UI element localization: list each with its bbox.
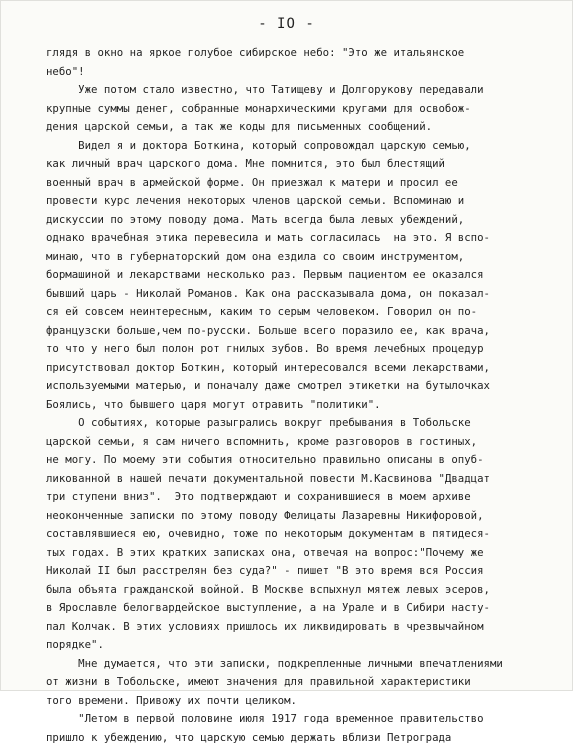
text-line: не могу. По моему эти события относительно правильно описаны в опуб-: [46, 451, 548, 470]
text-line: глядя в окно на яркое голубое сибирское небо: "Это же итальянское: [46, 44, 548, 63]
text-line: Мне думается, что эти записки, подкрепленные личными впечатлениями: [46, 655, 548, 674]
text-line: провести курс лечения некоторых членов царской семьи. Вспоминаю и: [46, 192, 548, 211]
text-line: то что у него был полон рот гнилых зубов. Во время лечебных процедур: [46, 340, 548, 359]
text-line: "Летом в первой половине июля 1917 года временное правительство: [46, 710, 548, 729]
text-line: Николай II был расстрелян без суда?" - пишет "В это время вся Россия: [46, 562, 548, 581]
text-line: небо"!: [46, 63, 548, 82]
text-line: Уже потом стало известно, что Татищеву и Долгорукову передавали: [46, 81, 548, 100]
text-line: однако врачебная этика перевесила и мать согласилась на это. Я вспо-: [46, 229, 548, 248]
text-line: неоконченные записки по этому поводу Фелицаты Лазаревны Никифоровой,: [46, 507, 548, 526]
page-number: - IO -: [0, 16, 573, 32]
text-line: пал Колчак. В этих условиях пришлось их ликвидировать в чрезвычайном: [46, 618, 548, 637]
text-line: присутствовал доктор Боткин, который интересовался всеми лекарствами,: [46, 359, 548, 378]
text-line: французски больше,чем по-русски. Больше всего поразило ее, как врача,: [46, 322, 548, 341]
text-line: Видел я и доктора Боткина, который сопровождал царскую семью,: [46, 137, 548, 156]
text-line: крупные суммы денег, собранные монархическими кругами для освобож-: [46, 100, 548, 119]
text-line: бормашиной и лекарствами несколько раз. Первым пациентом ее оказался: [46, 266, 548, 285]
text-line: Боялись, что бывшего царя могут отравить "политики".: [46, 396, 548, 415]
text-line: составлявшиеся ею, очевидно, тоже по некоторым документам в пятидеся-: [46, 525, 548, 544]
body-text: [46, 44, 548, 747]
text-line: ликованной в нашей печати документальной повести М.Касвинова "Двадцат: [46, 470, 548, 489]
text-line: пришло к убеждению, что царскую семью держать вблизи Петрограда: [46, 729, 548, 747]
text-line: используемыми матерью, и поначалу даже смотрел этикетки на бутылочках: [46, 377, 548, 396]
text-line: дения царской семьи, а так же коды для письменных сообщений.: [46, 118, 548, 137]
text-line: три ступени вниз". Это подтверждают и сохранившиеся в моем архиве: [46, 488, 548, 507]
text-line: военный врач в армейской форме. Он приезжал к матери и просил ее: [46, 174, 548, 193]
text-line: ся ей совсем неинтересным, каким то серым человеком. Говорил он по-: [46, 303, 548, 322]
text-line: как личный врач царского дома. Мне помнится, это был блестящий: [46, 155, 548, 174]
text-line: в Ярославле белогвардейское выступление, а на Урале и в Сибири насту-: [46, 599, 548, 618]
text-line: тых годах. В этих кратких записках она, отвечая на вопрос:"Почему же: [46, 544, 548, 563]
text-line: была объята гражданской войной. В Москве вспыхнул мятеж левых эсеров,: [46, 581, 548, 600]
text-line: О событиях, которые разыгрались вокруг пребывания в Тобольске: [46, 414, 548, 433]
text-line: бывший царь - Николай Романов. Как она рассказывала дома, он показал-: [46, 285, 548, 304]
text-line: минаю, что в губернаторский дом она ездила со своим инструментом,: [46, 248, 548, 267]
text-line: порядке".: [46, 636, 548, 655]
text-line: царской семьи, я сам ничего вспомнить, кроме разговоров в гостиных,: [46, 433, 548, 452]
text-line: дискуссии по этому поводу дома. Мать всегда была левых убеждений,: [46, 211, 548, 230]
text-line: от жизни в Тобольске, имеют значения для правильной характеристики: [46, 673, 548, 692]
text-line: того времени. Привожу их почти целиком.: [46, 692, 548, 711]
